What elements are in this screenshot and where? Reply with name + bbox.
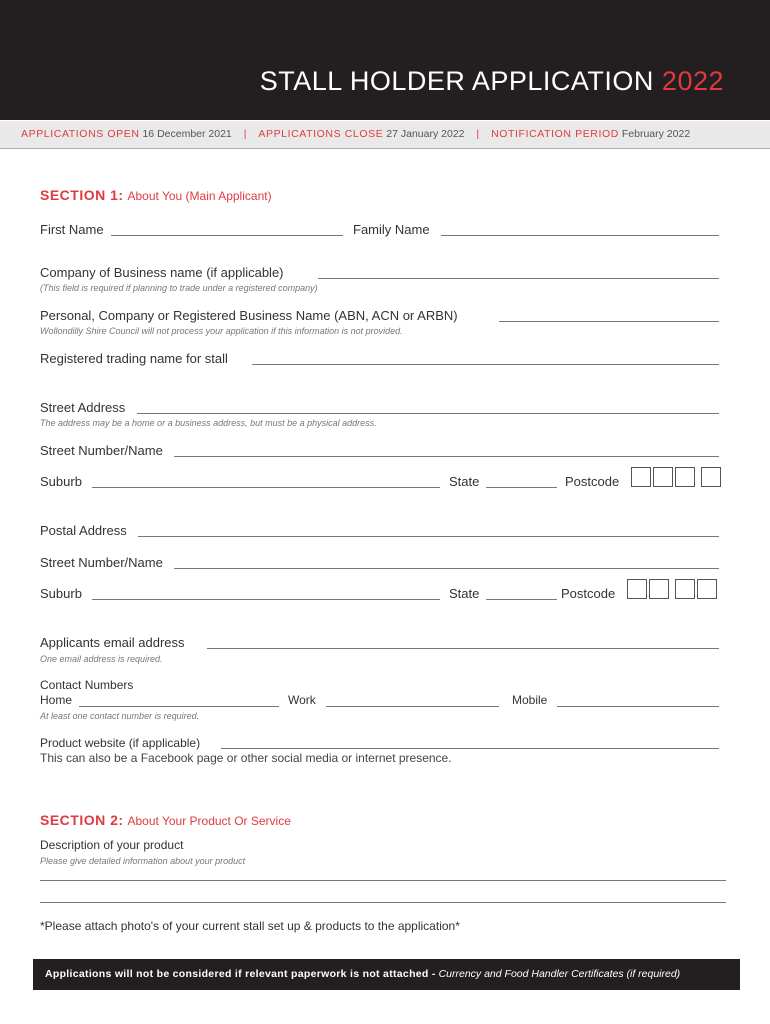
mobile-label: Mobile bbox=[512, 693, 548, 707]
company-note: (This field is required if planning to trade under a registered company) bbox=[40, 283, 318, 293]
separator-1: | bbox=[243, 128, 247, 140]
footer-italic-text: Currency and Food Handler Certificates (if required) bbox=[438, 968, 681, 980]
trading-name-label: Registered trading name for stall bbox=[40, 351, 228, 366]
postcode-box-2[interactable] bbox=[653, 467, 673, 487]
abn-label: Personal, Company or Registered Business Name (ABN, ACN or ARBN) bbox=[40, 308, 458, 323]
suburb-label: Suburb bbox=[40, 474, 82, 489]
postal-street-number-label: Street Number/Name bbox=[40, 555, 163, 570]
email-note: One email address is required. bbox=[40, 654, 163, 664]
section2-subheading: About Your Product Or Service bbox=[127, 814, 291, 828]
section2-heading bbox=[40, 812, 291, 828]
description-label: Description of your product bbox=[40, 838, 184, 852]
section2-number: SECTION 2: bbox=[40, 812, 124, 828]
work-field[interactable] bbox=[326, 706, 499, 707]
contact-note: At least one contact number is required. bbox=[40, 711, 200, 721]
website-note: This can also be a Facebook page or other social media or internet presence. bbox=[40, 751, 452, 765]
street-number-field[interactable] bbox=[174, 456, 719, 457]
header-band bbox=[0, 0, 770, 120]
abn-note: Wollondilly Shire Council will not process your application if this information is not provided. bbox=[40, 326, 403, 336]
postal-address-field[interactable] bbox=[138, 536, 719, 537]
company-name-label: Company of Business name (if applicable) bbox=[40, 265, 284, 280]
open-value: 16 December 2021 bbox=[142, 128, 232, 140]
postal-postcode-box-2[interactable] bbox=[649, 579, 669, 599]
section1-number: SECTION 1: bbox=[40, 187, 124, 203]
close-value: 27 January 2022 bbox=[386, 128, 465, 140]
abn-field[interactable] bbox=[499, 321, 719, 322]
postal-state-field[interactable] bbox=[486, 599, 557, 600]
postal-postcode-label: Postcode bbox=[561, 586, 616, 601]
notify-label: NOTIFICATION PERIOD bbox=[491, 128, 619, 140]
state-field[interactable] bbox=[486, 487, 557, 488]
description-line-2[interactable] bbox=[40, 902, 726, 903]
street-number-label: Street Number/Name bbox=[40, 443, 163, 458]
family-name-label: Family Name bbox=[353, 222, 430, 237]
email-label: Applicants email address bbox=[40, 635, 185, 650]
title-year: 2022 bbox=[661, 66, 724, 96]
separator-2: | bbox=[476, 128, 480, 140]
street-address-field[interactable] bbox=[137, 413, 719, 414]
first-name-label: First Name bbox=[40, 222, 104, 237]
street-note: The address may be a home or a business address, but must be a physical address. bbox=[40, 418, 377, 428]
postcode-box-1[interactable] bbox=[631, 467, 651, 487]
title-text: STALL HOLDER APPLICATION bbox=[259, 66, 654, 96]
postcode-box-4[interactable] bbox=[701, 467, 721, 487]
street-address-label: Street Address bbox=[40, 400, 126, 415]
description-note: Please give detailed information about your product bbox=[40, 856, 246, 866]
website-label: Product website (if applicable) bbox=[40, 736, 201, 750]
trading-name-field[interactable] bbox=[252, 364, 719, 365]
attach-note: *Please attach photo's of your current stall set up & products to the application* bbox=[40, 919, 460, 933]
suburb-field[interactable] bbox=[92, 487, 440, 488]
postcode-box-3[interactable] bbox=[675, 467, 695, 487]
home-label: Home bbox=[40, 693, 73, 707]
postal-suburb-label: Suburb bbox=[40, 586, 82, 601]
open-label: APPLICATIONS OPEN bbox=[21, 128, 140, 140]
first-name-field[interactable] bbox=[111, 235, 343, 236]
email-field[interactable] bbox=[207, 648, 719, 649]
state-label: State bbox=[449, 474, 480, 489]
work-label: Work bbox=[288, 693, 316, 707]
website-field[interactable] bbox=[221, 748, 719, 749]
mobile-field[interactable] bbox=[557, 706, 719, 707]
notify-value: February 2022 bbox=[621, 128, 691, 140]
description-line-1[interactable] bbox=[40, 880, 726, 881]
section1-subheading: About You (Main Applicant) bbox=[127, 189, 272, 203]
footer-bold-text: Applications will not be considered if relevant paperwork is not attached - bbox=[45, 968, 436, 980]
postal-postcode-box-4[interactable] bbox=[697, 579, 717, 599]
home-field[interactable] bbox=[79, 706, 279, 707]
postal-state-label: State bbox=[449, 586, 480, 601]
postal-address-label: Postal Address bbox=[40, 523, 127, 538]
contact-numbers-label: Contact Numbers bbox=[40, 678, 134, 692]
postal-postcode-box-1[interactable] bbox=[627, 579, 647, 599]
dates-bar bbox=[0, 121, 770, 149]
postal-suburb-field[interactable] bbox=[92, 599, 440, 600]
section1-heading bbox=[40, 187, 272, 203]
company-name-field[interactable] bbox=[318, 278, 719, 279]
postal-street-number-field[interactable] bbox=[174, 568, 719, 569]
family-name-field[interactable] bbox=[441, 235, 719, 236]
postcode-label: Postcode bbox=[565, 474, 620, 489]
close-label: APPLICATIONS CLOSE bbox=[258, 128, 384, 140]
footer-notice bbox=[33, 959, 740, 990]
postal-postcode-box-3[interactable] bbox=[675, 579, 695, 599]
page-title bbox=[260, 66, 724, 97]
